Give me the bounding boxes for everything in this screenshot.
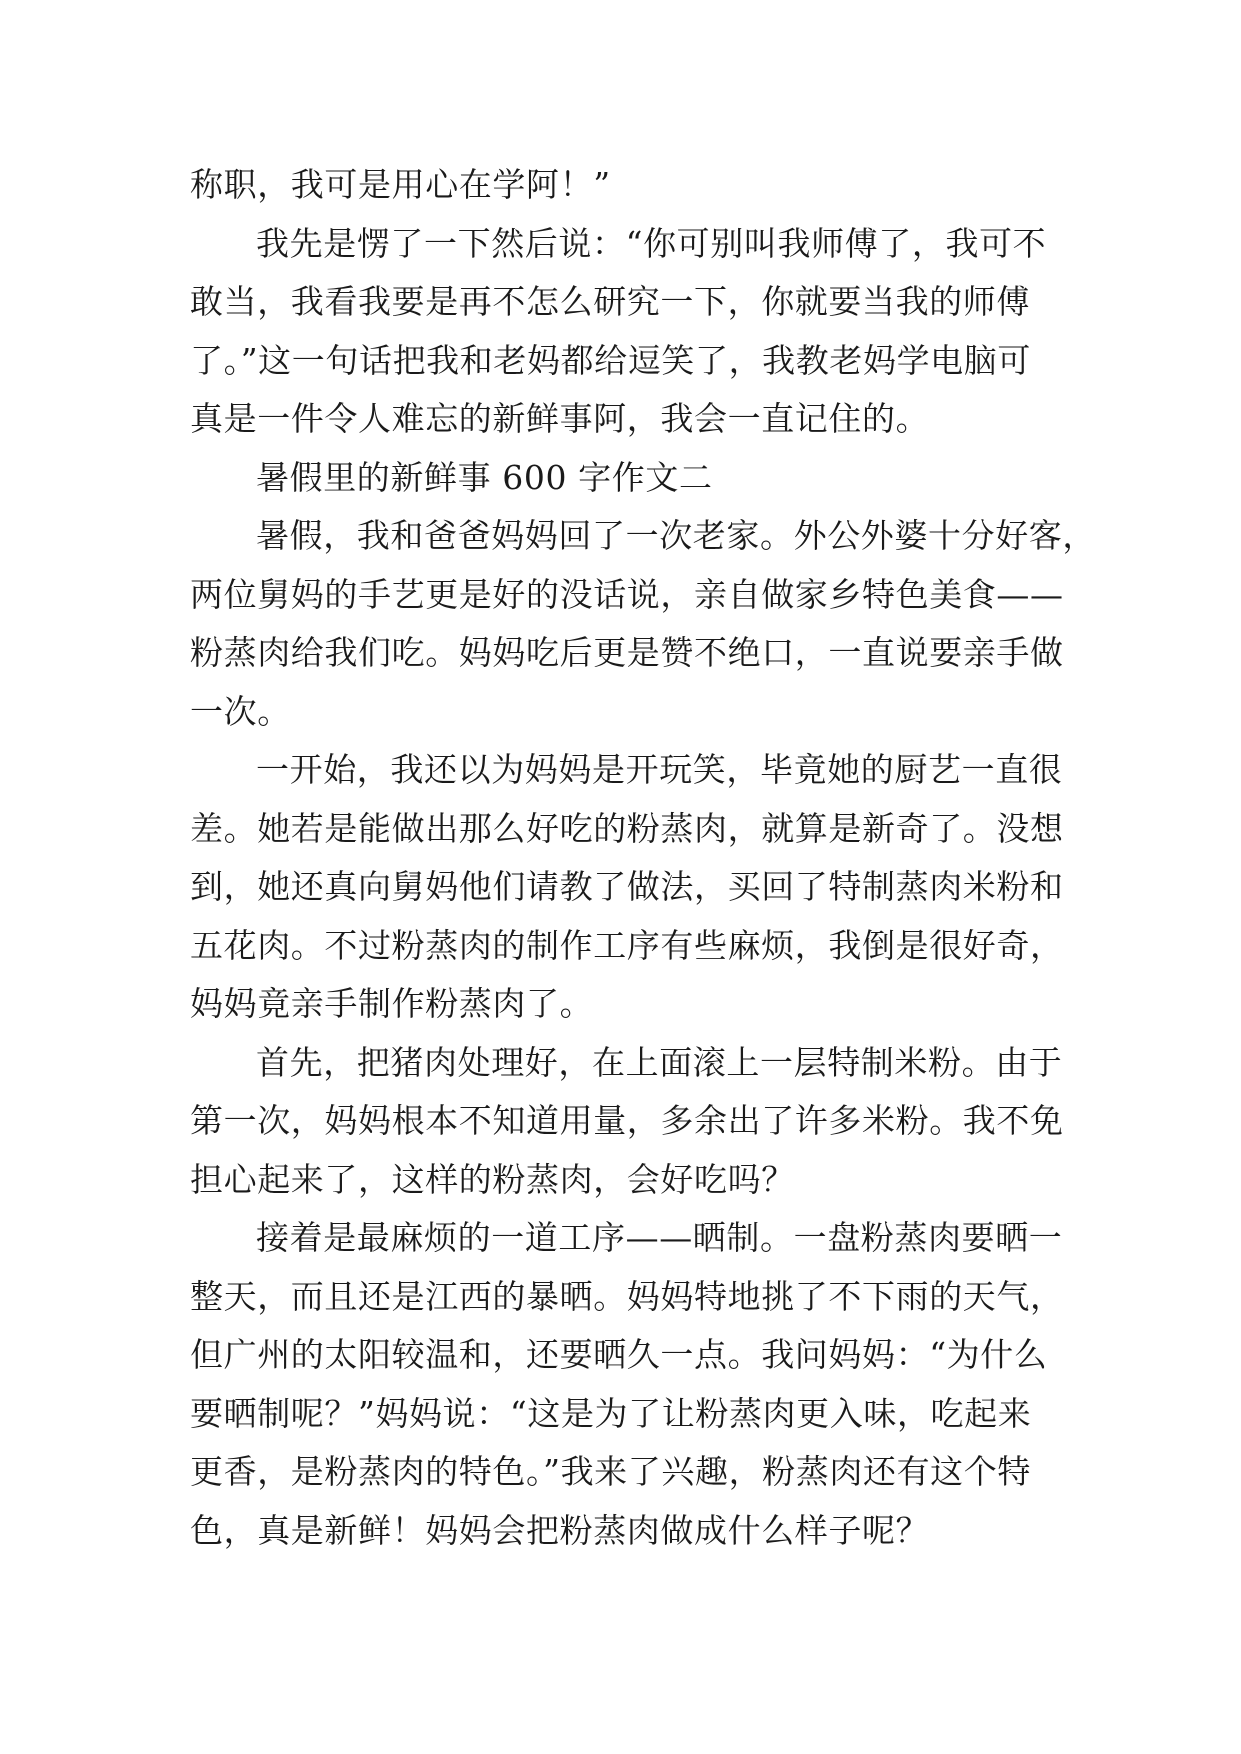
text-line: 了。”这一句话把我和老妈都给逗笑了，我教老妈学电脑可 [190, 340, 1031, 380]
text-line: 到，她还真向舅妈他们请教了做法，买回了特制蒸肉米粉和 [190, 867, 1064, 906]
text-line: 妈妈竟亲手制作粉蒸肉了。 [190, 984, 594, 1023]
text-line: 真是一件令人难忘的新鲜事阿，我会一直记住的。 [190, 399, 930, 438]
text-line: 色，真是新鲜！妈妈会把粉蒸肉做成什么样子呢？ [190, 1510, 930, 1550]
text-line: 我先是愣了一下然后说：“你可别叫我师傅了，我可不 [256, 223, 1047, 263]
text-line: 暑假里的新鲜事 600 字作文二 [256, 457, 713, 497]
text-line: 首先，把猪肉处理好，在上面滚上一层特制米粉。由于 [256, 1042, 1063, 1082]
text-line: 接着是最麻烦的一道工序——晒制。一盘粉蒸肉要晒一 [256, 1218, 1063, 1257]
text-line: 差。她若是能做出那么好吃的粉蒸肉，就算是新奇了。没想 [190, 808, 1064, 848]
text-line: 敢当，我看我要是再不怎么研究一下，你就要当我的师傅 [190, 282, 1030, 321]
text-line: 担心起来了，这样的粉蒸肉，会好吃吗？ [190, 1159, 795, 1199]
text-line: 两位舅妈的手艺更是好的没话说，亲自做家乡特色美食—— [190, 574, 1064, 614]
text-line: 暑假，我和爸爸妈妈回了一次老家。外公外婆十分好客， [256, 516, 1096, 555]
text-line: 要晒制呢？”妈妈说：“这是为了让粉蒸肉更入味，吃起来 [190, 1393, 1032, 1433]
text-line: 但广州的太阳较温和，还要晒久一点。我问妈妈：“为什么 [190, 1335, 1048, 1374]
text-line: 一次。 [190, 691, 291, 731]
text-line: 更香，是粉蒸肉的特色。”我来了兴趣，粉蒸肉还有这个特 [190, 1452, 1031, 1491]
text-line: 称职，我可是用心在学阿！” [190, 165, 611, 204]
text-line: 第一次，妈妈根本不知道用量，多余出了许多米粉。我不免 [190, 1101, 1064, 1140]
document-body [190, 156, 1096, 1560]
text-line: 五花肉。不过粉蒸肉的制作工序有些麻烦，我倒是很好奇， [190, 925, 1064, 965]
text-line: 粉蒸肉给我们吃。妈妈吃后更是赞不绝口，一直说要亲手做 [190, 633, 1064, 672]
text-line: 一开始，我还以为妈妈是开玩笑，毕竟她的厨艺一直很 [256, 750, 1063, 789]
text-line: 整天，而且还是江西的暴晒。妈妈特地挑了不下雨的天气， [190, 1276, 1064, 1316]
